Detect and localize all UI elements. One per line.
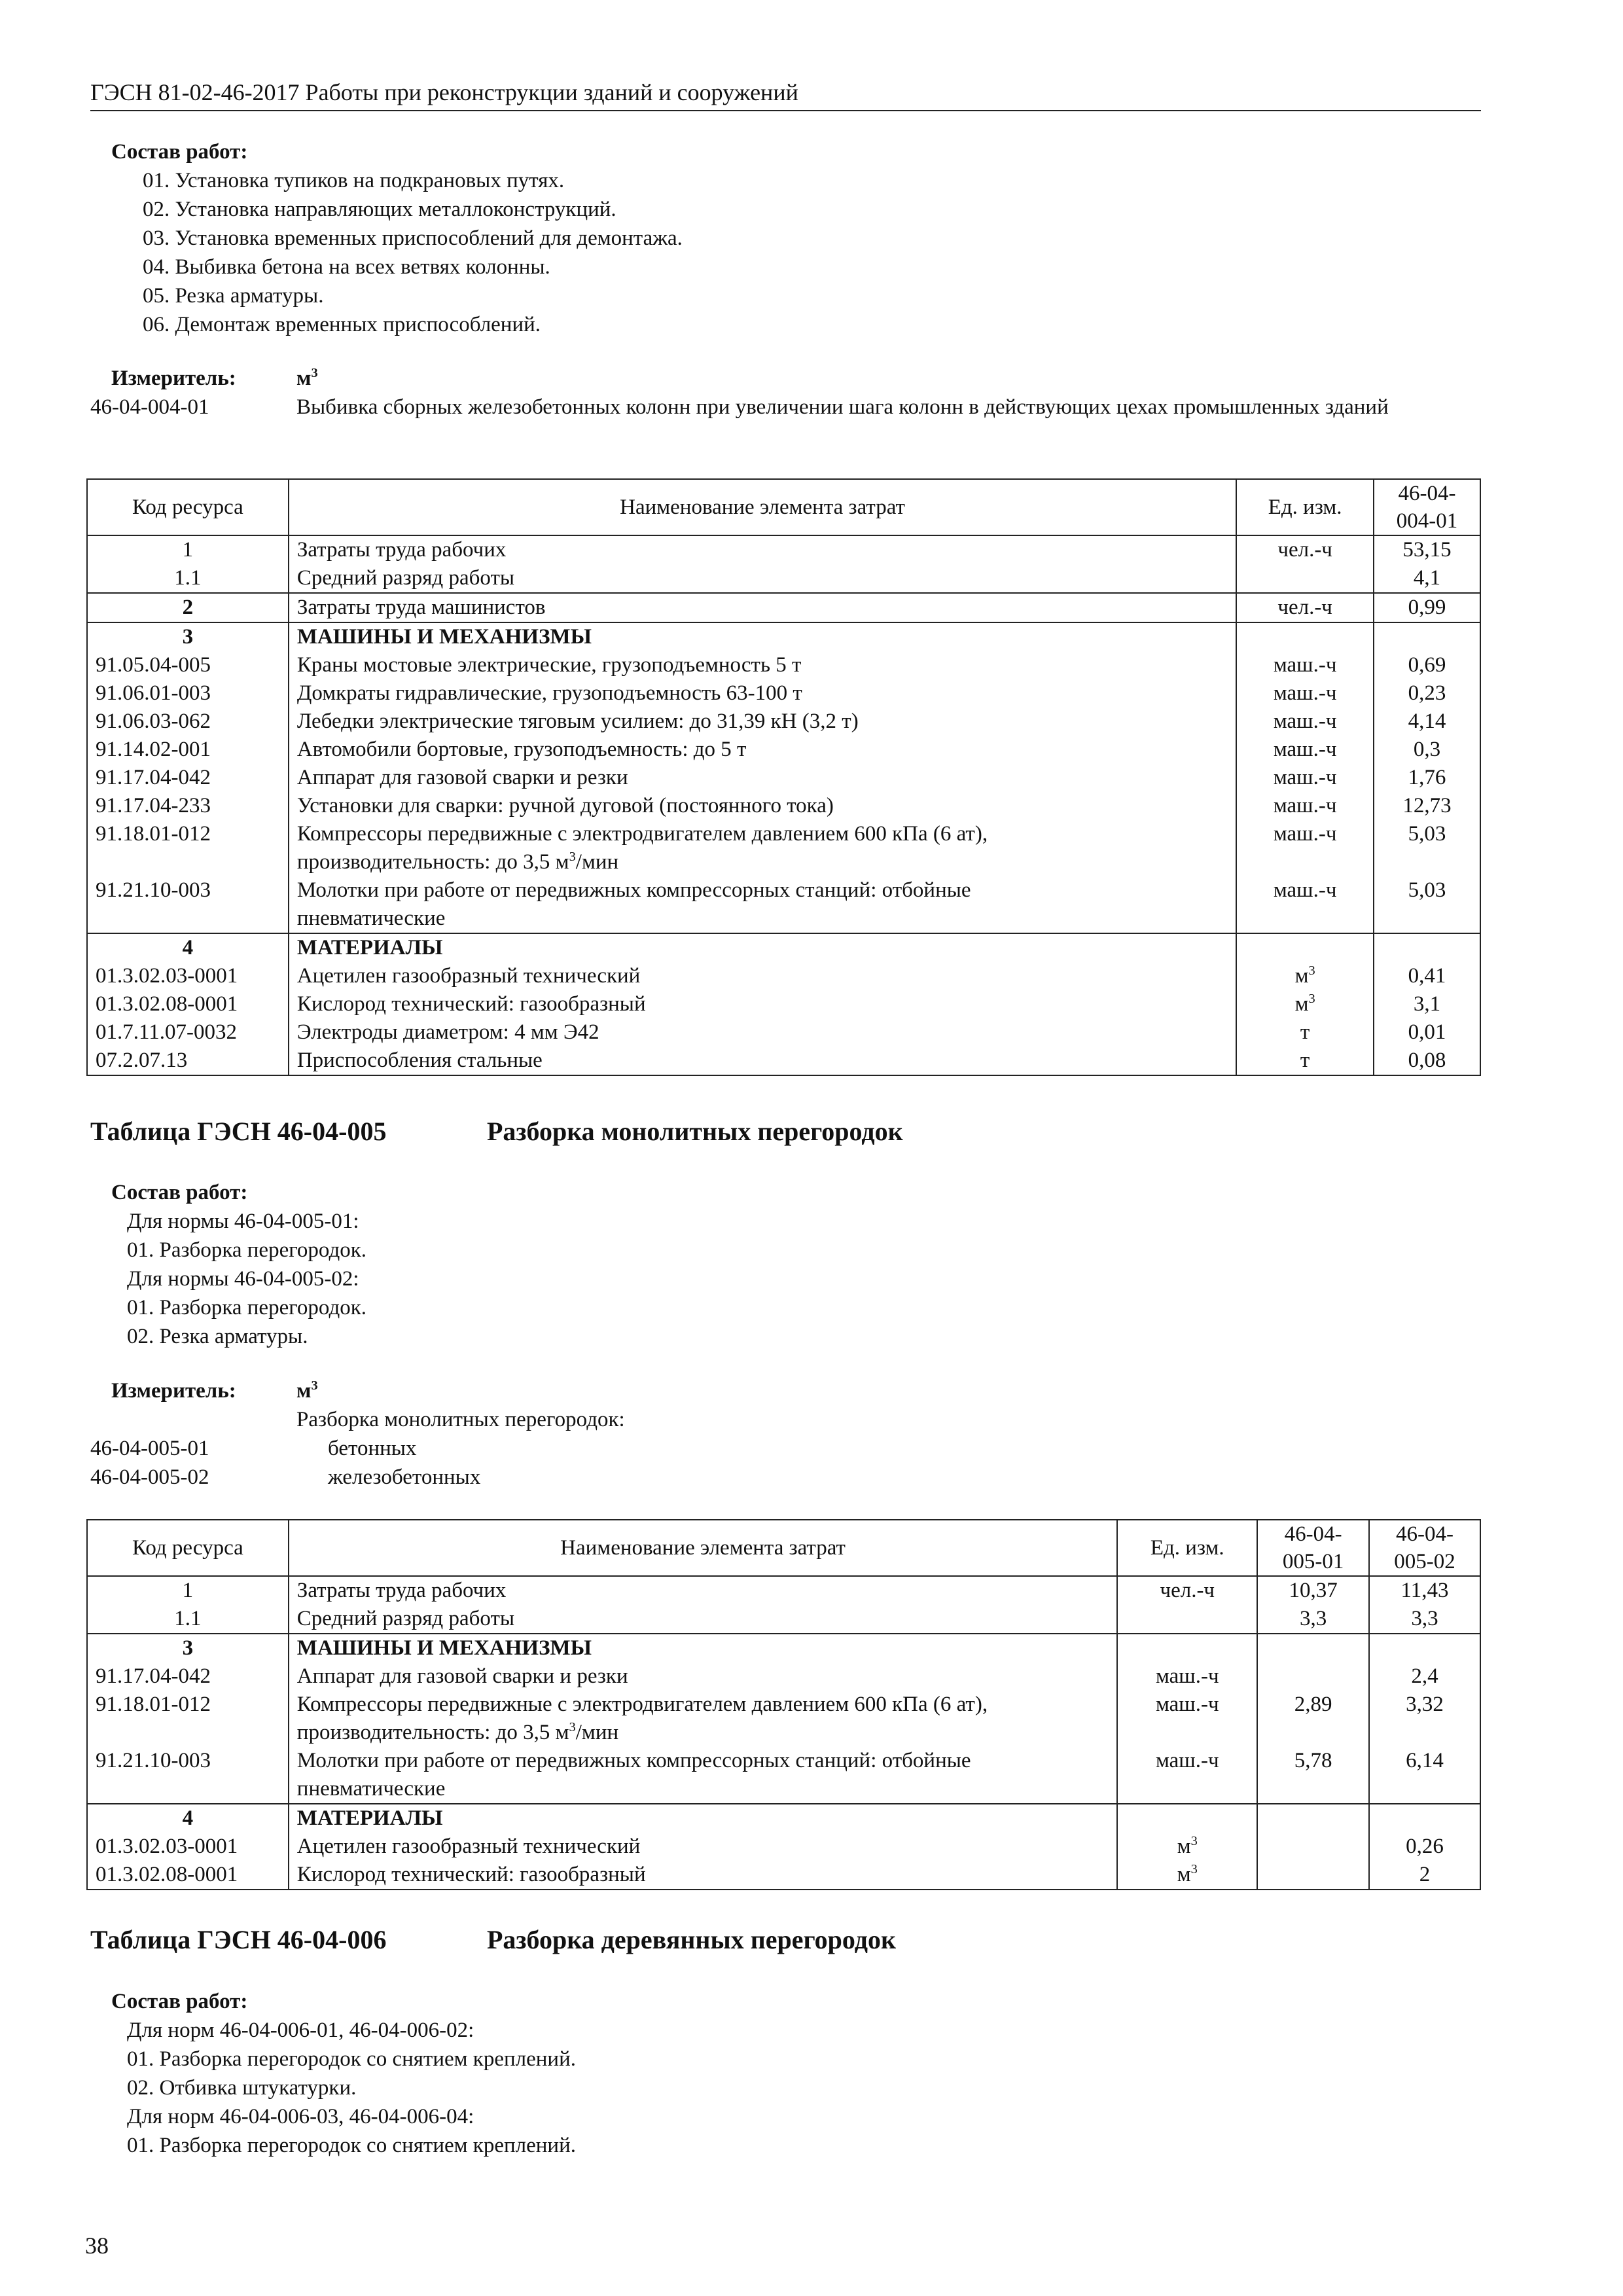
measure-description: Разборка монолитных перегородок: xyxy=(296,1408,625,1431)
list-item: 03. Установка временных приспособлений для демонтажа. xyxy=(143,226,683,250)
cell-value: 2,4 xyxy=(1369,1662,1480,1691)
cell-value xyxy=(1369,1634,1480,1662)
table-row xyxy=(87,820,1480,876)
cell-unit: маш.-ч xyxy=(1236,876,1374,933)
cell-value xyxy=(1257,1833,1369,1861)
cell-value: 53,15 xyxy=(1374,535,1480,564)
cell-value: 6,14 xyxy=(1369,1747,1480,1804)
table-row xyxy=(87,1662,1480,1691)
measure-unit: $м^3$ xyxy=(296,1378,318,1403)
cell-unit: т xyxy=(1236,1018,1374,1047)
cell-value: 5,03 xyxy=(1374,820,1480,876)
table-row xyxy=(87,1018,1480,1047)
cell-name: МАШИНЫ И МЕХАНИЗМЫ xyxy=(289,1634,1118,1662)
resource-table-2 xyxy=(86,1519,1481,1890)
cell-name: МАШИНЫ И МЕХАНИЗМЫ xyxy=(289,622,1236,651)
cell-code: 3 xyxy=(87,1634,289,1662)
norm-description: бетонных xyxy=(328,1437,417,1460)
cell-unit: $м^3$ xyxy=(1117,1861,1257,1890)
table-title-3 xyxy=(90,1924,896,1955)
table-group-row xyxy=(87,1804,1480,1833)
cell-code: 01.3.02.03-0001 xyxy=(87,962,289,990)
norm-code: 46-04-005-02 xyxy=(90,1465,209,1489)
table-row xyxy=(87,708,1480,736)
cell-value: 5,03 xyxy=(1374,876,1480,933)
cell-unit: маш.-ч xyxy=(1236,820,1374,876)
cell-value: 0,41 xyxy=(1374,962,1480,990)
cell-code: 01.7.11.07-0032 xyxy=(87,1018,289,1047)
table-title-code: Таблица ГЭСН 46-04-006 xyxy=(90,1925,387,1954)
work-items-list xyxy=(90,2016,1481,2160)
table-title-name: Разборка деревянных перегородок xyxy=(487,1925,897,1954)
cell-value: 3,32 xyxy=(1369,1691,1480,1747)
cell-value xyxy=(1257,1634,1369,1662)
cell-code: 07.2.07.13 xyxy=(87,1047,289,1075)
cell-value xyxy=(1369,1804,1480,1833)
cell-code: 1.1 xyxy=(87,564,289,593)
cell-name: Средний разряд работы xyxy=(289,564,1236,593)
cell-name: Аппарат для газовой сварки и резки xyxy=(289,764,1236,792)
table-row xyxy=(87,1833,1480,1861)
norm-description: Выбивка сборных железобетонных колонн при увеличении шага колонн в действующих цехах промышленных зданий xyxy=(296,395,1389,419)
work-composition-label: Состав работ: xyxy=(111,140,248,164)
cell-unit xyxy=(1117,1605,1257,1634)
cell-value: 5,78 xyxy=(1257,1747,1369,1804)
cell-value xyxy=(1374,622,1480,651)
col-header-norm-a: 46-04- 005-01 xyxy=(1257,1520,1369,1576)
cell-code: 91.06.03-062 xyxy=(87,708,289,736)
cell-code: 2 xyxy=(87,593,289,622)
table-row xyxy=(87,990,1480,1018)
cell-value: 11,43 xyxy=(1369,1576,1480,1605)
work-composition-label: Состав работ: xyxy=(111,1181,248,1204)
cell-value: 3,3 xyxy=(1369,1605,1480,1634)
col-header-unit: Ед. изм. xyxy=(1117,1520,1257,1576)
norm-description: железобетонных xyxy=(328,1465,481,1489)
measure-unit: $м^3$ xyxy=(296,366,318,390)
col-header-name: Наименование элемента затрат xyxy=(289,479,1236,535)
table-title-code: Таблица ГЭСН 46-04-005 xyxy=(90,1117,387,1146)
cell-value: 12,73 xyxy=(1374,792,1480,820)
cell-value xyxy=(1257,1662,1369,1691)
list-item: 01. Разборка перегородок. xyxy=(127,1296,367,1319)
cell-code: 01.3.02.08-0001 xyxy=(87,1861,289,1890)
table-group-row xyxy=(87,622,1480,651)
col-header-norm-b: 46-04- 005-02 xyxy=(1369,1520,1480,1576)
running-header: ГЭСН 81-02-46-2017 Работы при реконструкции зданий и сооружений xyxy=(90,79,1481,111)
cell-code: 1 xyxy=(87,535,289,564)
cell-code: 91.06.01-003 xyxy=(87,679,289,708)
cell-unit: маш.-ч xyxy=(1117,1747,1257,1804)
work-composition-2 xyxy=(90,1178,1481,1351)
cell-code: 91.17.04-233 xyxy=(87,792,289,820)
cell-unit: маш.-ч xyxy=(1236,736,1374,764)
cell-value: 3,1 xyxy=(1374,990,1480,1018)
cell-value: 10,37 xyxy=(1257,1576,1369,1605)
cell-unit: маш.-ч xyxy=(1236,651,1374,679)
measure-block-1 xyxy=(90,364,1481,422)
work-items-list xyxy=(90,1207,1481,1351)
table-row xyxy=(87,1747,1480,1804)
cell-value: 1,76 xyxy=(1374,764,1480,792)
cell-code: 91.21.10-003 xyxy=(87,1747,289,1804)
cell-value: 0,3 xyxy=(1374,736,1480,764)
cell-value: 0,23 xyxy=(1374,679,1480,708)
cell-value: 3,3 xyxy=(1257,1605,1369,1634)
cell-name: Автомобили бортовые, грузоподъемность: до 5 т xyxy=(289,736,1236,764)
list-item: 05. Резка арматуры. xyxy=(143,284,324,308)
cell-name: Компрессоры передвижные с электродвигателем давлением 600 кПа (6 ат), производительность: до 3,5 $м^3$/мин xyxy=(289,820,1236,876)
cell-code: 91.18.01-012 xyxy=(87,820,289,876)
list-item: Для нормы 46-04-005-01: xyxy=(127,1210,359,1233)
cell-value: 0,01 xyxy=(1374,1018,1480,1047)
cell-unit: маш.-ч xyxy=(1236,792,1374,820)
cell-unit xyxy=(1236,933,1374,962)
table-group-row xyxy=(87,933,1480,962)
cell-code: 91.14.02-001 xyxy=(87,736,289,764)
table-row xyxy=(87,876,1480,933)
cell-value xyxy=(1374,933,1480,962)
cell-unit: маш.-ч xyxy=(1236,764,1374,792)
col-header-code: Код ресурса xyxy=(87,1520,289,1576)
cell-code: 4 xyxy=(87,1804,289,1833)
cell-name: Затраты труда рабочих xyxy=(289,1576,1118,1605)
list-item: Для норм 46-04-006-03, 46-04-006-04: xyxy=(127,2105,474,2128)
norm-code: 46-04-004-01 xyxy=(90,395,209,419)
table-row xyxy=(87,535,1480,564)
table-row xyxy=(87,764,1480,792)
cell-name: МАТЕРИАЛЫ xyxy=(289,933,1236,962)
cell-value xyxy=(1257,1861,1369,1890)
list-item: Для норм 46-04-006-01, 46-04-006-02: xyxy=(127,2018,474,2042)
table-header-row xyxy=(87,1520,1480,1576)
table-row xyxy=(87,1605,1480,1634)
cell-name: Аппарат для газовой сварки и резки xyxy=(289,1662,1118,1691)
cell-unit: $м^3$ xyxy=(1236,962,1374,990)
cell-code: 01.3.02.08-0001 xyxy=(87,990,289,1018)
table-title-name: Разборка монолитных перегородок xyxy=(487,1117,903,1146)
table-row xyxy=(87,1861,1480,1890)
cell-name: Средний разряд работы xyxy=(289,1605,1118,1634)
measure-block-2 xyxy=(90,1376,1481,1492)
cell-code: 91.21.10-003 xyxy=(87,876,289,933)
cell-unit: $м^3$ xyxy=(1117,1833,1257,1861)
table-row xyxy=(87,651,1480,679)
norm-row xyxy=(90,1434,1481,1463)
cell-code: 1 xyxy=(87,1576,289,1605)
page-number: 38 xyxy=(85,2233,109,2259)
cell-name: Кислород технический: газообразный xyxy=(289,1861,1118,1890)
cell-unit: т xyxy=(1236,1047,1374,1075)
table-header-row xyxy=(87,479,1480,535)
col-header-unit: Ед. изм. xyxy=(1236,479,1374,535)
list-item: 01. Разборка перегородок со снятием креплений. xyxy=(127,2047,576,2071)
col-header-code: Код ресурса xyxy=(87,479,289,535)
cell-value: 0,26 xyxy=(1369,1833,1480,1861)
cell-name: Затраты труда машинистов xyxy=(289,593,1236,622)
cell-name: МАТЕРИАЛЫ xyxy=(289,1804,1118,1833)
list-item: 04. Выбивка бетона на всех ветвях колонны. xyxy=(143,255,550,279)
col-header-name: Наименование элемента затрат xyxy=(289,1520,1118,1576)
cell-unit: $м^3$ xyxy=(1236,990,1374,1018)
list-item: 01. Разборка перегородок со снятием креплений. xyxy=(127,2134,576,2157)
norm-list xyxy=(90,1434,1481,1492)
table-row xyxy=(87,593,1480,622)
cell-unit: маш.-ч xyxy=(1236,679,1374,708)
cell-unit xyxy=(1236,622,1374,651)
cell-name: Молотки при работе от передвижных компрессорных станций: отбойные пневматические xyxy=(289,1747,1118,1804)
cell-name: Кислород технический: газообразный xyxy=(289,990,1236,1018)
list-item: 01. Установка тупиков на подкрановых путях. xyxy=(143,169,565,192)
work-composition-label: Состав работ: xyxy=(111,1990,248,2013)
work-composition-3 xyxy=(90,1987,1481,2160)
cell-value: 0,99 xyxy=(1374,593,1480,622)
list-item: 02. Резка арматуры. xyxy=(127,1325,308,1348)
cell-value: 2,89 xyxy=(1257,1691,1369,1747)
list-item: Для нормы 46-04-005-02: xyxy=(127,1267,359,1291)
cell-name: Домкраты гидравлические, грузоподъемность 63-100 т xyxy=(289,679,1236,708)
cell-unit: чел.-ч xyxy=(1236,593,1374,622)
list-item: 02. Отбивка штукатурки. xyxy=(127,2076,357,2100)
cell-name: Установки для сварки: ручной дуговой (постоянного тока) xyxy=(289,792,1236,820)
cell-unit xyxy=(1117,1804,1257,1833)
cell-value: 4,14 xyxy=(1374,708,1480,736)
cell-name: Электроды диаметром: 4 мм Э42 xyxy=(289,1018,1236,1047)
measure-label: Измеритель: xyxy=(111,1379,236,1403)
norm-code: 46-04-005-01 xyxy=(90,1437,209,1460)
table-row xyxy=(87,564,1480,593)
table-row xyxy=(87,1047,1480,1075)
list-item: 06. Демонтаж временных приспособлений. xyxy=(143,313,541,336)
table-row xyxy=(87,792,1480,820)
list-item: 02. Установка направляющих металлоконструкций. xyxy=(143,198,616,221)
cell-name: Лебедки электрические тяговым усилием: до 31,39 кН (3,2 т) xyxy=(289,708,1236,736)
cell-name: Приспособления стальные xyxy=(289,1047,1236,1075)
col-header-norm: 46-04- 004-01 xyxy=(1374,479,1480,535)
cell-name: Ацетилен газообразный технический xyxy=(289,1833,1118,1861)
work-composition-1 xyxy=(90,137,1481,339)
cell-code: 01.3.02.03-0001 xyxy=(87,1833,289,1861)
table-group-row xyxy=(87,1634,1480,1662)
cell-unit xyxy=(1236,564,1374,593)
resource-table-1 xyxy=(86,478,1481,1076)
cell-name: Затраты труда рабочих xyxy=(289,535,1236,564)
cell-code: 91.18.01-012 xyxy=(87,1691,289,1747)
cell-unit: маш.-ч xyxy=(1236,708,1374,736)
list-item: 01. Разборка перегородок. xyxy=(127,1238,367,1262)
measure-label: Измеритель: xyxy=(111,367,236,390)
cell-unit: чел.-ч xyxy=(1117,1576,1257,1605)
cell-name: Компрессоры передвижные с электродвигателем давлением 600 кПа (6 ат), производительность: до 3,5 $м^3$/мин xyxy=(289,1691,1118,1747)
table-row xyxy=(87,1691,1480,1747)
table-row xyxy=(87,962,1480,990)
norm-row xyxy=(90,1463,1481,1492)
cell-unit: чел.-ч xyxy=(1236,535,1374,564)
cell-unit: маш.-ч xyxy=(1117,1691,1257,1747)
cell-unit: маш.-ч xyxy=(1117,1662,1257,1691)
work-items-list xyxy=(90,166,1481,339)
cell-name: Молотки при работе от передвижных компрессорных станций: отбойные пневматические xyxy=(289,876,1236,933)
table-row xyxy=(87,736,1480,764)
cell-value: 4,1 xyxy=(1374,564,1480,593)
cell-code: 91.17.04-042 xyxy=(87,764,289,792)
cell-code: 91.17.04-042 xyxy=(87,1662,289,1691)
cell-code: 91.05.04-005 xyxy=(87,651,289,679)
cell-value: 2 xyxy=(1369,1861,1480,1890)
table-row xyxy=(87,1576,1480,1605)
cell-code: 3 xyxy=(87,622,289,651)
cell-value: 0,08 xyxy=(1374,1047,1480,1075)
cell-value: 0,69 xyxy=(1374,651,1480,679)
table-title-2 xyxy=(90,1116,903,1147)
cell-name: Ацетилен газообразный технический xyxy=(289,962,1236,990)
cell-value xyxy=(1257,1804,1369,1833)
cell-name: Краны мостовые электрические, грузоподъемность 5 т xyxy=(289,651,1236,679)
cell-unit xyxy=(1117,1634,1257,1662)
cell-code: 1.1 xyxy=(87,1605,289,1634)
cell-code: 4 xyxy=(87,933,289,962)
table-row xyxy=(87,679,1480,708)
